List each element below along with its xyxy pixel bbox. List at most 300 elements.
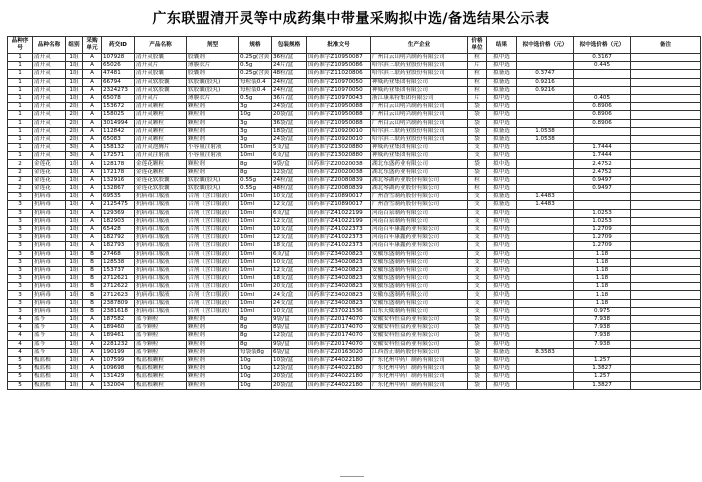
- table-cell: 6支/盒: [272, 152, 307, 160]
- table-row: [8, 381, 701, 389]
- page-footer-mark: [340, 476, 364, 477]
- column-header: 规格: [239, 37, 272, 54]
- table-cell: 国药准字Z10950088: [307, 103, 371, 111]
- table-cell: 拟中选: [487, 299, 517, 307]
- table-cell: 合剂（含口服液）: [187, 225, 239, 233]
- table-cell: [631, 201, 701, 209]
- table-cell: [631, 193, 701, 201]
- table-cell: 1组: [66, 299, 83, 307]
- table-cell: [517, 258, 574, 266]
- table-cell: 颗粒剂: [187, 340, 239, 348]
- table-row: [8, 168, 701, 176]
- table-row: [8, 340, 701, 348]
- table-row: [8, 356, 701, 364]
- table-cell: 板蓝根颗粒: [135, 381, 187, 389]
- table-cell: 拟中选: [487, 316, 517, 324]
- table-row: [8, 160, 701, 168]
- table-cell: 板蓝根颗粒: [135, 373, 187, 381]
- table-cell: 安徽安科恒益药业有限公司: [371, 316, 468, 324]
- table-row: [8, 176, 701, 184]
- table-cell: 0.9497: [574, 176, 631, 184]
- table-cell: [631, 119, 701, 127]
- table-cell: 3: [8, 234, 33, 242]
- table-cell: 国药准字Z10920010: [307, 127, 371, 135]
- table-cell: 国药准字Z10950088: [307, 119, 371, 127]
- table-cell: 4: [8, 332, 33, 340]
- table-cell: A: [83, 185, 102, 193]
- table-cell: 拟中选: [487, 340, 517, 348]
- table-cell: 粒: [468, 78, 487, 86]
- table-cell: 胶囊剂: [187, 54, 239, 62]
- table-cell: 软胶囊(胶丸): [187, 86, 239, 94]
- table-cell: 10ml: [239, 201, 272, 209]
- table-cell: A: [83, 54, 102, 62]
- table-cell: 安徽东盛制药有限公司: [371, 299, 468, 307]
- table-cell: 8g: [239, 340, 272, 348]
- table-cell: [517, 340, 574, 348]
- table-cell: 颗粒剂: [187, 135, 239, 143]
- table-cell: [517, 103, 574, 111]
- table-cell: 清开灵颗粒: [135, 127, 187, 135]
- table-cell: [517, 62, 574, 70]
- table-cell: [631, 111, 701, 119]
- table-cell: 合剂（含口服液）: [187, 250, 239, 258]
- table-cell: [631, 275, 701, 283]
- table-cell: 抗病毒: [33, 307, 66, 315]
- table-row: [8, 234, 701, 242]
- table-cell: [517, 365, 574, 373]
- table-cell: 抗病毒口服液: [135, 234, 187, 242]
- table-cell: 2.4752: [574, 168, 631, 176]
- table-row: [8, 94, 701, 102]
- table-cell: 抗病毒口服液: [135, 299, 187, 307]
- table-cell: 1.3827: [574, 381, 631, 389]
- table-row: [8, 324, 701, 332]
- table-cell: 9袋/盒: [272, 316, 307, 324]
- table-cell: 拟中选: [487, 291, 517, 299]
- table-cell: 国药准字Z13020880: [307, 152, 371, 160]
- table-cell: A: [83, 111, 102, 119]
- table-cell: 24片/盒: [272, 62, 307, 70]
- table-cell: 1组: [66, 54, 83, 62]
- table-cell: 20袋/盒: [272, 111, 307, 119]
- table-cell: 抗病毒: [33, 283, 66, 291]
- table-cell: 182792: [102, 234, 135, 242]
- table-row: [8, 103, 701, 111]
- table-cell: 65428: [102, 225, 135, 233]
- table-cell: 10ml: [239, 152, 272, 160]
- table-cell: [631, 340, 701, 348]
- table-cell: 112842: [102, 127, 135, 135]
- table-cell: [631, 381, 701, 389]
- table-cell: 1组: [66, 176, 83, 184]
- table-cell: [631, 332, 701, 340]
- table-cell: A: [83, 316, 102, 324]
- table-cell: 12支/盒: [272, 217, 307, 225]
- table-cell: 支: [468, 152, 487, 160]
- table-cell: 国药准字Z10970050: [307, 86, 371, 94]
- table-row: [8, 86, 701, 94]
- table-cell: 板蓝根颗粒: [135, 365, 187, 373]
- table-cell: 袋: [468, 168, 487, 176]
- table-cell: 抗病毒口服液: [135, 209, 187, 217]
- table-cell: 2281232: [102, 340, 135, 348]
- table-row: [8, 54, 701, 62]
- table-cell: 65078: [102, 94, 135, 102]
- table-cell: 5: [8, 365, 33, 373]
- table-cell: 3014994: [102, 119, 135, 127]
- table-cell: 支: [468, 258, 487, 266]
- table-cell: 107928: [102, 54, 135, 62]
- table-cell: 132916: [102, 176, 135, 184]
- table-cell: 国药准字Z41022199: [307, 209, 371, 217]
- table-cell: 抗病毒: [33, 258, 66, 266]
- table-cell: 6支/盒: [272, 209, 307, 217]
- table-cell: 4: [8, 348, 33, 356]
- table-cell: 广州白云山明兴制药有限公司: [371, 111, 468, 119]
- table-cell: 颗粒剂: [187, 119, 239, 127]
- table-cell: 广东化州中药厂制药有限公司: [371, 356, 468, 364]
- table-cell: 抗病毒口服液: [135, 275, 187, 283]
- table-cell: [631, 307, 701, 315]
- table-cell: [517, 275, 574, 283]
- table-cell: 颗粒剂: [187, 324, 239, 332]
- table-cell: 2: [8, 176, 33, 184]
- table-cell: 2125475: [102, 201, 135, 209]
- table-row: [8, 299, 701, 307]
- table-cell: 蓝芩颗粒: [135, 324, 187, 332]
- table-cell: [631, 242, 701, 250]
- table-cell: 拟备选: [487, 135, 517, 143]
- table-cell: 20袋/盒: [272, 381, 307, 389]
- table-cell: 5支/盒: [272, 144, 307, 152]
- table-cell: 1.0253: [574, 217, 631, 225]
- table-cell: 国药准字Z34020823: [307, 275, 371, 283]
- table-cell: 板蓝根: [33, 365, 66, 373]
- table-cell: 安徽东盛制药有限公司: [371, 283, 468, 291]
- table-cell: 抗病毒: [33, 225, 66, 233]
- table-row: [8, 225, 701, 233]
- table-cell: 国药准字Z34020823: [307, 299, 371, 307]
- table-cell: [517, 324, 574, 332]
- table-cell: 合剂（含口服液）: [187, 242, 239, 250]
- table-cell: 抗病毒: [33, 217, 66, 225]
- table-cell: 24支/盒: [272, 299, 307, 307]
- table-cell: 132004: [102, 381, 135, 389]
- table-cell: 颗粒剂: [187, 373, 239, 381]
- table-cell: [631, 135, 701, 143]
- table-cell: 36袋/盒: [272, 119, 307, 127]
- table-cell: 袋: [468, 111, 487, 119]
- table-cell: 颗粒剂: [187, 103, 239, 111]
- table-cell: 5: [8, 381, 33, 389]
- table-cell: 袋: [468, 135, 487, 143]
- table-cell: 金莲花: [33, 160, 66, 168]
- table-cell: [517, 185, 574, 193]
- table-cell: 拟中选: [487, 365, 517, 373]
- table-cell: 广州白云山明兴制药有限公司: [371, 54, 468, 62]
- table-cell: 支: [468, 250, 487, 258]
- table-cell: 清开灵颗粒: [135, 111, 187, 119]
- table-cell: 清开灵: [33, 152, 66, 160]
- table-cell: [631, 217, 701, 225]
- table-cell: 抗病毒口服液: [135, 307, 187, 315]
- table-cell: 0.445: [574, 62, 631, 70]
- table-cell: 国药准字Z34020823: [307, 250, 371, 258]
- table-cell: 172178: [102, 168, 135, 176]
- table-cell: 支: [468, 275, 487, 283]
- table-cell: A: [83, 62, 102, 70]
- table-cell: 国药准字Z10950088: [307, 111, 371, 119]
- table-cell: 拟中选: [487, 225, 517, 233]
- table-cell: 拟中选: [487, 250, 517, 258]
- table-cell: 10ml: [239, 250, 272, 258]
- table-cell: 河南百泉制药有限公司: [371, 209, 468, 217]
- table-cell: 1.257: [574, 356, 631, 364]
- table-cell: 湖北东盛药业有限公司: [371, 160, 468, 168]
- table-cell: 1组: [66, 250, 83, 258]
- table-cell: 10ml: [239, 209, 272, 217]
- table-cell: 拟中选: [487, 176, 517, 184]
- table-cell: [631, 54, 701, 62]
- table-cell: 0.9216: [517, 78, 574, 86]
- table-cell: 清开灵: [33, 86, 66, 94]
- table-cell: 拟中选: [487, 373, 517, 381]
- table-cell: A: [83, 168, 102, 176]
- table-cell: 拟备选: [487, 86, 517, 94]
- table-cell: 清开灵: [33, 103, 66, 111]
- table-cell: [517, 94, 574, 102]
- table-cell: 国药准字Z20174070: [307, 332, 371, 340]
- table-cell: 广东化州中药厂制药有限公司: [371, 381, 468, 389]
- table-cell: 安徽东盛制药有限公司: [371, 266, 468, 274]
- column-header: 产品名称: [135, 37, 187, 54]
- table-cell: 湖北琴湖药业股份有限公司: [371, 185, 468, 193]
- table-cell: 国药准字Z10920010: [307, 135, 371, 143]
- table-cell: 拟中选: [487, 217, 517, 225]
- table-cell: 3: [8, 209, 33, 217]
- table-cell: 每粒装0.4: [239, 78, 272, 86]
- table-cell: 1.18: [574, 258, 631, 266]
- table-cell: 1.18: [574, 275, 631, 283]
- table-cell: 12支/盒: [272, 234, 307, 242]
- table-cell: 3g: [239, 127, 272, 135]
- table-cell: 153672: [102, 103, 135, 111]
- table-cell: 2324273: [102, 86, 135, 94]
- table-cell: [631, 324, 701, 332]
- table-cell: [517, 225, 574, 233]
- table-cell: 袋: [468, 365, 487, 373]
- table-cell: [517, 291, 574, 299]
- table-cell: A: [83, 234, 102, 242]
- table-cell: 1: [8, 103, 33, 111]
- column-header: 生产企业: [371, 37, 468, 54]
- table-cell: [631, 258, 701, 266]
- table-cell: 国药准字Z41022199: [307, 217, 371, 225]
- column-header: 拟中选价格（元）: [517, 37, 574, 54]
- table-cell: 5: [8, 373, 33, 381]
- table-cell: 板蓝根: [33, 373, 66, 381]
- table-cell: [574, 348, 631, 356]
- table-cell: 合剂（含口服液）: [187, 291, 239, 299]
- table-cell: 2: [8, 168, 33, 176]
- table-cell: 3g: [239, 119, 272, 127]
- table-cell: [574, 193, 631, 201]
- table-cell: 安徽安科恒益药业有限公司: [371, 324, 468, 332]
- table-cell: 小容量注射液: [187, 152, 239, 160]
- table-cell: 129369: [102, 209, 135, 217]
- table-cell: [631, 144, 701, 152]
- table-cell: 7.938: [574, 332, 631, 340]
- table-cell: 2组: [66, 135, 83, 143]
- table-cell: 袋: [468, 127, 487, 135]
- table-cell: 清开灵: [33, 78, 66, 86]
- table-cell: 1: [8, 70, 33, 78]
- table-cell: 1.0253: [574, 209, 631, 217]
- table-cell: 10ml: [239, 144, 272, 152]
- table-cell: 24支/盒: [272, 291, 307, 299]
- table-cell: 拟中选: [487, 144, 517, 152]
- table-cell: 1组: [66, 348, 83, 356]
- table-cell: 10ml: [239, 225, 272, 233]
- table-cell: 清开灵: [33, 62, 66, 70]
- table-cell: 24袋/盒: [272, 103, 307, 111]
- table-cell: 10支/盒: [272, 307, 307, 315]
- table-cell: 24粒/盒: [272, 86, 307, 94]
- table-cell: 4: [8, 340, 33, 348]
- table-cell: 合剂（含口服液）: [187, 234, 239, 242]
- table-cell: [517, 209, 574, 217]
- table-cell: 1.7444: [574, 144, 631, 152]
- table-cell: 国药准字Z37021536: [307, 307, 371, 315]
- table-cell: 0.25g(含黄: [239, 54, 272, 62]
- table-cell: 109698: [102, 365, 135, 373]
- table-cell: 12支/盒: [272, 266, 307, 274]
- table-cell: 8.3583: [517, 348, 574, 356]
- table-cell: [631, 250, 701, 258]
- table-cell: 1组: [66, 291, 83, 299]
- table-cell: [517, 54, 574, 62]
- table-row: [8, 365, 701, 373]
- table-cell: 安徽安科恒益药业有限公司: [371, 332, 468, 340]
- table-cell: 河南百泉制药有限公司: [371, 217, 468, 225]
- table-row: [8, 193, 701, 201]
- table-cell: 3g: [239, 103, 272, 111]
- table-cell: 3: [8, 291, 33, 299]
- table-cell: 3: [8, 275, 33, 283]
- table-row: [8, 111, 701, 119]
- table-cell: 12支/盒: [272, 201, 307, 209]
- table-cell: 金莲花: [33, 168, 66, 176]
- table-cell: [517, 160, 574, 168]
- table-cell: 3: [8, 201, 33, 209]
- column-header: 拟中选价格（元）: [574, 37, 631, 54]
- table-cell: 清开灵: [33, 127, 66, 135]
- table-cell: 粒: [468, 176, 487, 184]
- table-cell: 0.8906: [574, 111, 631, 119]
- table-cell: 国药准字Z41022373: [307, 225, 371, 233]
- table-cell: [631, 299, 701, 307]
- table-cell: 10支/盒: [272, 258, 307, 266]
- table-cell: 7.938: [574, 324, 631, 332]
- table-cell: A: [83, 103, 102, 111]
- table-cell: 7.938: [574, 316, 631, 324]
- table-cell: 清开灵: [33, 111, 66, 119]
- table-cell: A: [83, 242, 102, 250]
- table-cell: 182903: [102, 217, 135, 225]
- table-cell: 1: [8, 78, 33, 86]
- table-cell: 国药准字Z10950086: [307, 62, 371, 70]
- table-row: [8, 185, 701, 193]
- table-cell: 清开灵注射液: [135, 152, 187, 160]
- table-cell: 抗病毒: [33, 201, 66, 209]
- table-cell: B: [83, 307, 102, 315]
- table-cell: [631, 266, 701, 274]
- table-cell: 拟中选: [487, 152, 517, 160]
- table-cell: 190199: [102, 348, 135, 356]
- table-cell: 拟中选: [487, 111, 517, 119]
- table-cell: 粒: [468, 70, 487, 78]
- table-cell: 金莲花颗粒: [135, 168, 187, 176]
- table-cell: 颗粒剂: [187, 365, 239, 373]
- table-cell: 1.2709: [574, 225, 631, 233]
- table-row: [8, 62, 701, 70]
- table-cell: 10g: [239, 111, 272, 119]
- table-cell: 抗病毒: [33, 299, 66, 307]
- table-cell: 国药准字Z10890017: [307, 201, 371, 209]
- table-cell: 1组: [66, 185, 83, 193]
- table-cell: A: [83, 176, 102, 184]
- table-cell: 拟备选: [487, 348, 517, 356]
- table-cell: 1组: [66, 201, 83, 209]
- table-cell: 131429: [102, 373, 135, 381]
- table-cell: 1: [8, 152, 33, 160]
- table-cell: 8g: [239, 316, 272, 324]
- table-cell: 抗病毒: [33, 234, 66, 242]
- table-cell: 10ml: [239, 266, 272, 274]
- table-cell: 清开灵颗粒: [135, 119, 187, 127]
- table-cell: 支: [468, 225, 487, 233]
- table-cell: A: [83, 365, 102, 373]
- table-cell: 1组: [66, 324, 83, 332]
- table-cell: [574, 86, 631, 94]
- table-cell: 支: [468, 283, 487, 291]
- table-cell: 板蓝根颗粒: [135, 356, 187, 364]
- table-cell: 48粒/盒: [272, 70, 307, 78]
- table-cell: A: [83, 356, 102, 364]
- table-cell: [517, 144, 574, 152]
- table-cell: 抗病毒口服液: [135, 266, 187, 274]
- column-header: 剂型: [187, 37, 239, 54]
- table-cell: 拟中选: [487, 54, 517, 62]
- table-cell: 软胶囊(胶丸): [187, 185, 239, 193]
- table-cell: 抗病毒: [33, 266, 66, 274]
- table-cell: 1.7444: [574, 152, 631, 160]
- table-cell: 20袋/盒: [272, 373, 307, 381]
- table-cell: 袋: [468, 348, 487, 356]
- table-cell: 0.55g: [239, 185, 272, 193]
- table-cell: 36片/盒: [272, 94, 307, 102]
- table-cell: [631, 283, 701, 291]
- table-cell: 国药准字Z44022180: [307, 381, 371, 389]
- table-cell: A: [83, 381, 102, 389]
- table-cell: [517, 250, 574, 258]
- column-header: 备注: [631, 37, 701, 54]
- table-cell: [517, 307, 574, 315]
- table-cell: 0.55g: [239, 176, 272, 184]
- table-cell: 国药准字Z10970043: [307, 94, 371, 102]
- table-cell: 支: [468, 291, 487, 299]
